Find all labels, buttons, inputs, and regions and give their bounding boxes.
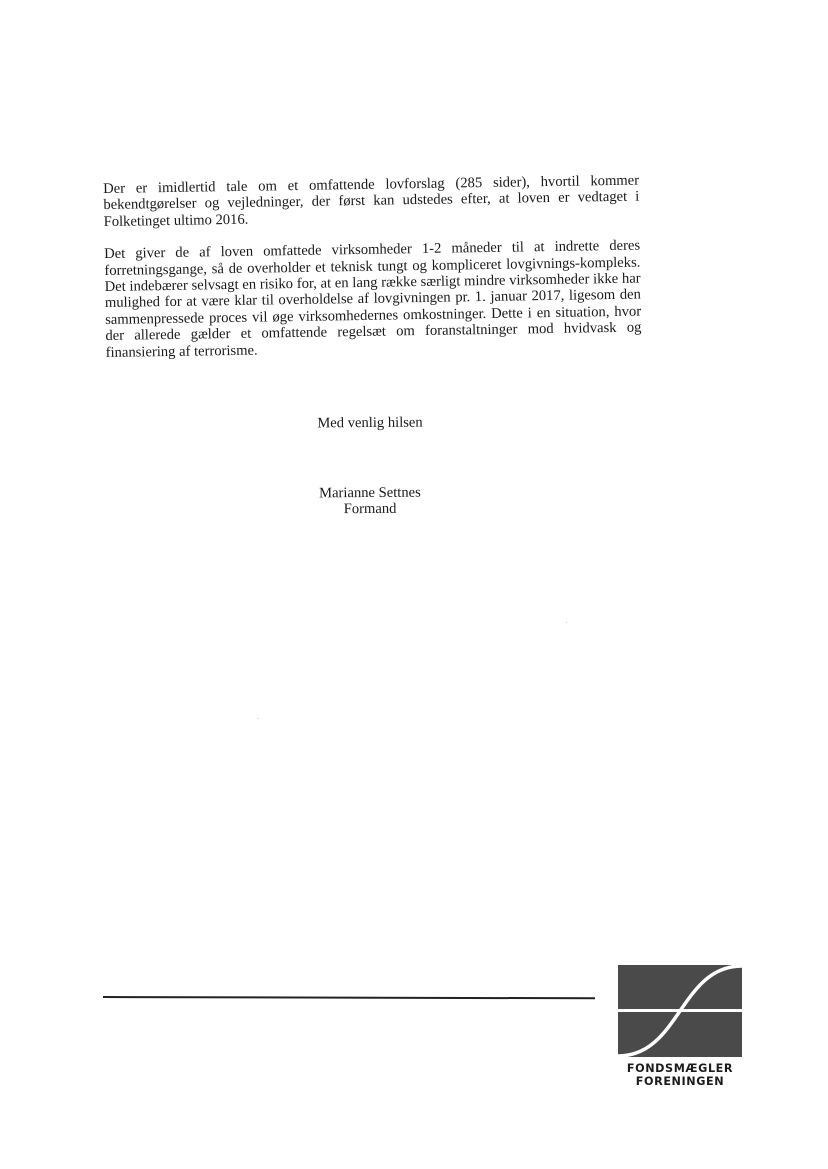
logo-line-1: FONDSMÆGLER — [626, 1062, 734, 1075]
body-paragraph-1: Der er imidlertid tale om et omfattende lovforslag (285 sider), hvortil kommer bekendtgørelser og vejledninger, der først kan udstedes efter, at loven er vedtaget i Folketinget ultimo 2016. — [103, 172, 640, 230]
fondsmaegler-logo — [618, 965, 742, 1088]
signer-title: Formand — [343, 500, 397, 518]
signer-name: Marianne Settnes — [319, 484, 421, 502]
closing-salutation: Med venlig hilsen — [317, 414, 423, 432]
signature-block — [300, 485, 440, 518]
body-paragraph-2: Det giver de af loven omfattede virksomheder 1-2 måneder til at indrette deres forretningsgange, så de overholder et teknisk tungt og kompliceret lovgivnings-kompleks. Det indebærer selvsagt en risiko for, at en lang række særligt mindre virksomheder ikke har mulighed for at være klar til overholdelse af lovgivningen pr. 1. januar 2017, ligesom den sammenpressede proces vil øge virksomhedernes omkostninger. Dette i en situation, hvor der allerede gælder et omfattende regelsæt om foranstaltninger mod hvidvask og finansiering af terrorisme. — [104, 237, 642, 361]
scan-speck — [566, 622, 567, 623]
logo-mark-icon — [618, 965, 742, 1057]
letter-body — [103, 173, 642, 377]
footer-divider — [103, 996, 595, 999]
logo-line-2: FORENINGEN — [635, 1075, 725, 1088]
scan-speck — [258, 718, 259, 719]
logo-text — [618, 1062, 742, 1088]
